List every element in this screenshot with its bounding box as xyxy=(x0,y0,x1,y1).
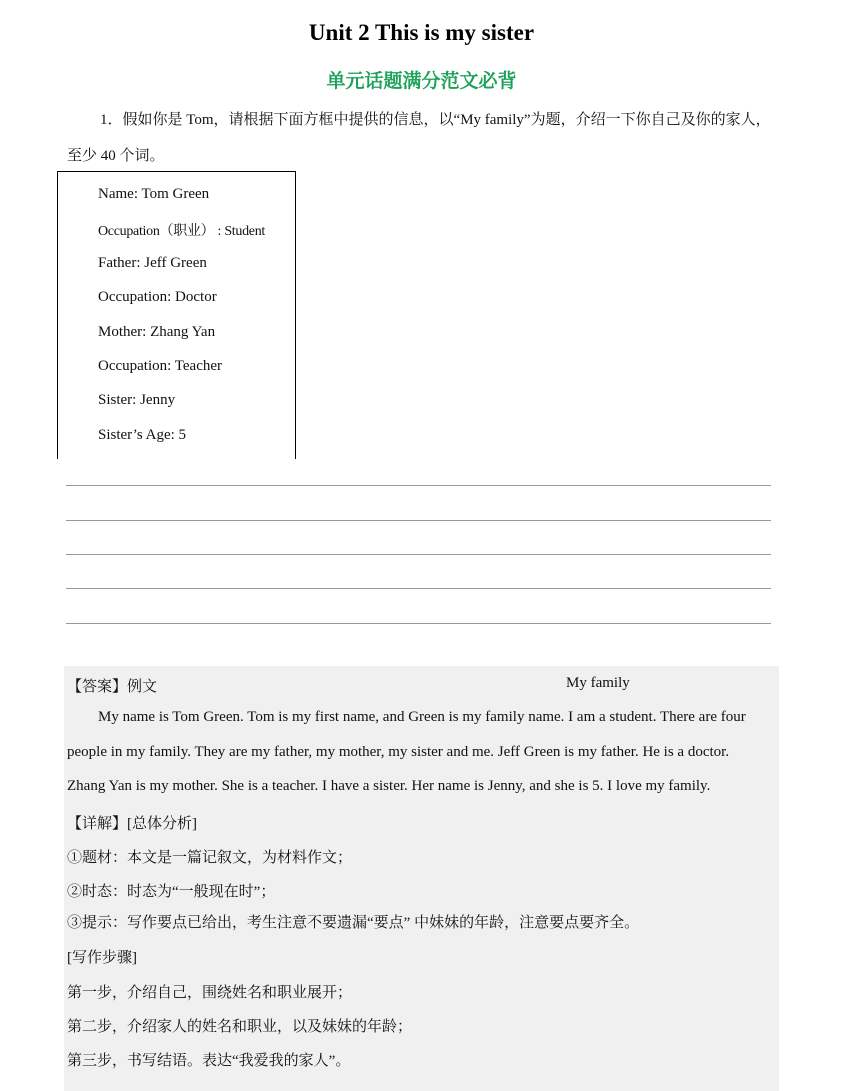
answer-label: 【答案】例文 xyxy=(67,679,158,695)
answer-section xyxy=(64,666,779,1091)
question-text-line-2: 至少 40 个词。 xyxy=(67,148,165,164)
writing-line xyxy=(66,554,771,555)
analysis-item: ②时态：时态为“一般现在时”； xyxy=(67,884,276,900)
step-item: 第一步，介绍自己，围绕姓名和职业展开； xyxy=(67,985,353,1001)
question-text-line-1: 1．假如你是 Tom，请根据下面方框中提供的信息，以“My family”为题，介绍一下你自己及你的家人， xyxy=(100,112,771,128)
info-sister: Sister: Jenny xyxy=(98,392,176,408)
info-father: Father: Jeff Green xyxy=(98,255,207,271)
writing-line xyxy=(66,520,771,521)
analysis-item: ①题材：本文是一篇记叙文，为材料作文； xyxy=(67,850,353,866)
writing-line xyxy=(66,623,771,624)
info-occupation-tom: Occupation（职业） : Student xyxy=(98,224,266,239)
analysis-item: ③提示：写作要点已给出，考生注意不要遗漏“要点” 中妹妹的年龄，注意要点要齐全。 xyxy=(67,915,640,931)
essay-line-3: Zhang Yan is my mother. She is a teacher. I have a sister. Her name is Jenny, and she is 5. I love my family. xyxy=(67,778,711,794)
section-subtitle: 单元话题满分范文必背 xyxy=(326,70,517,92)
essay-title: My family xyxy=(566,675,630,691)
info-father-occupation: Occupation: Doctor xyxy=(98,289,217,305)
info-box xyxy=(57,171,296,459)
info-sister-age: Sister’s Age: 5 xyxy=(98,427,187,443)
steps-heading: [写作步骤] xyxy=(67,950,137,966)
essay-line-2: people in my family. They are my father, my mother, my sister and me. Jeff Green is my father. He is a doctor. xyxy=(67,744,730,760)
step-item: 第三步，书写结语。表达“我爱我的家人”。 xyxy=(67,1053,351,1069)
info-name: Name: Tom Green xyxy=(98,186,210,202)
info-mother-occupation: Occupation: Teacher xyxy=(98,358,223,374)
writing-line xyxy=(66,588,771,589)
detail-heading: 【详解】[总体分析] xyxy=(67,816,197,832)
page-title: Unit 2 This is my sister xyxy=(308,20,535,45)
essay-line-1: My name is Tom Green. Tom is my first name, and Green is my family name. I am a student. There are four xyxy=(98,709,746,725)
info-mother: Mother: Zhang Yan xyxy=(98,324,216,340)
step-item: 第二步，介绍家人的姓名和职业，以及妹妹的年龄； xyxy=(67,1019,413,1035)
writing-line xyxy=(66,485,771,486)
